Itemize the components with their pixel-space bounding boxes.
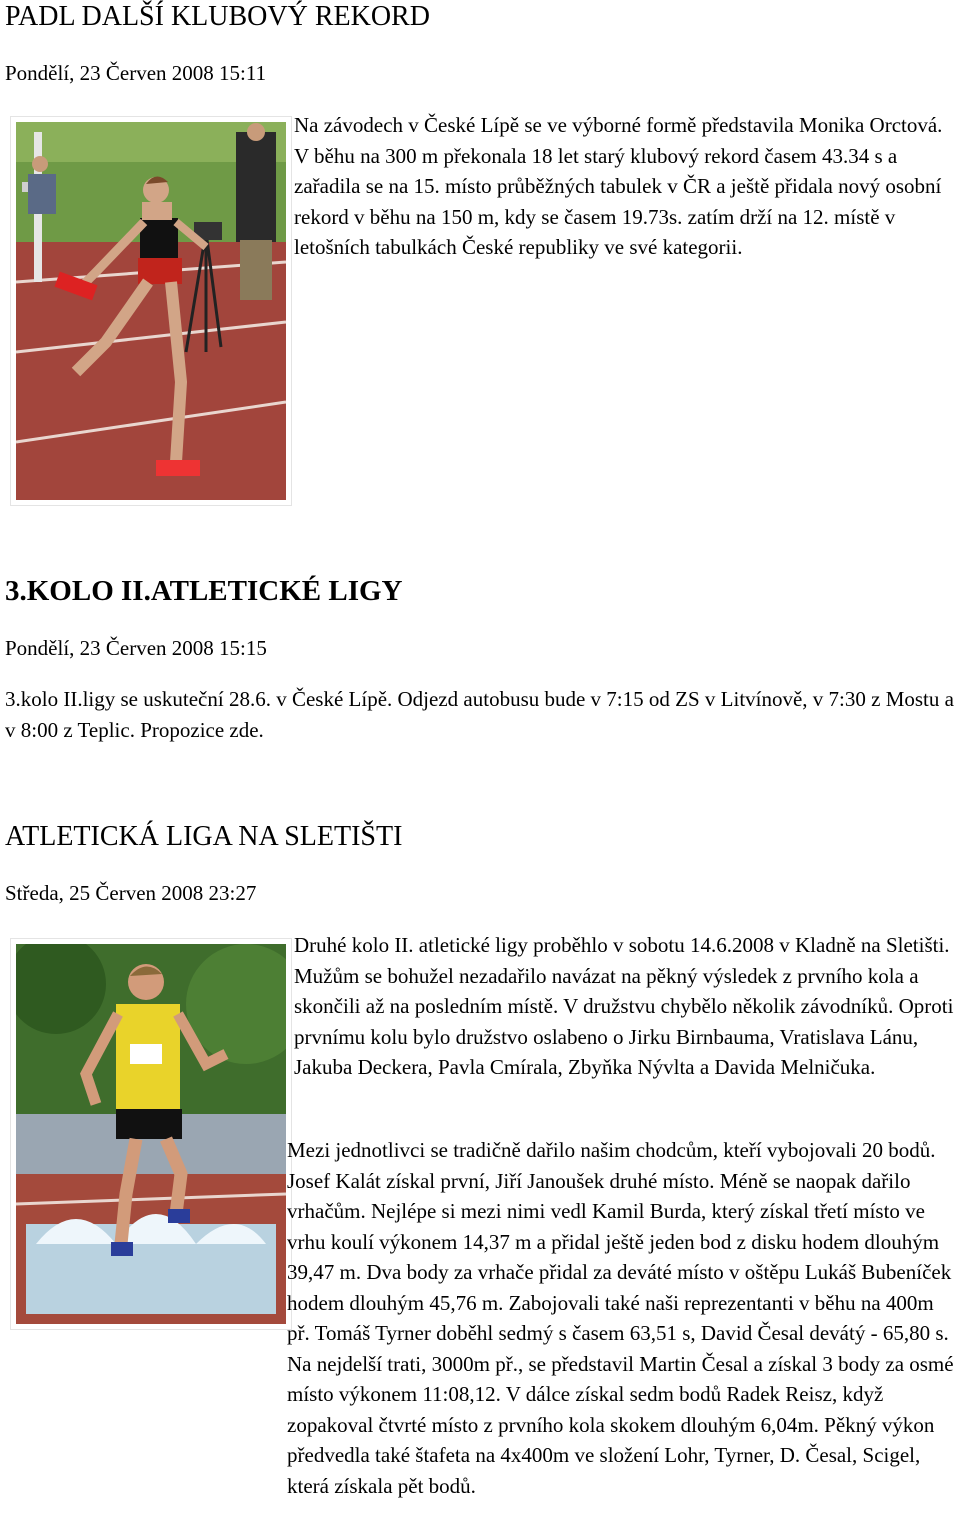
article-date: Pondělí, 23 Červen 2008 15:11 (5, 61, 267, 85)
article-body: Na závodech v České Lípě se ve výborné formě představila Monika Orctová. V běhu na 300 m překonala 18 let starý klubový rekord časem 43.34 s a zařadila se na 15. místo průběžných tabulek v ČR a ještě přidala nový osobní rekord v běhu na 150 m, kdy se časem 19.73s. zatím drží na 12. místě v letošních tabulkách České republiky ve své kategorii. (294, 113, 943, 259)
runner-photo (10, 116, 292, 506)
article-body: 3.kolo II.ligy se uskuteční 28.6. v České Lípě. Odjezd autobusu bude v 7:15 od ZS v Litvínově, v 7:30 z Mostu a v 8:00 z Teplic. Propozice zde. (5, 687, 954, 742)
article-date: Středa, 25 Červen 2008 23:27 (5, 881, 257, 905)
float-spacer (5, 1135, 275, 1515)
article-title[interactable]: PADL DALŠÍ KLUBOVÝ REKORD (5, 1, 430, 32)
article-paragraph-with-float (5, 1135, 960, 1515)
article-paragraph: Druhé kolo II. atletické ligy proběhlo v sobotu 14.6.2008 v Kladně na Sletišti. Mužům se bohužel nezadařilo navázat na pěkný výsledek z prvního kola a skončili až na posledním místě. V družstvu chybělo několik závodníků. Oproti prvnímu kolu bylo družstvo oslabeno o Jirku Birnbauma, Vratislava Lánu, Jakuba Deckera, Pavla Cmírala, Zbyňka Nývlta a Davida Melničuka. (294, 933, 954, 1079)
runner-photo-image (16, 122, 286, 500)
article-date: Pondělí, 23 Červen 2008 15:15 (5, 636, 267, 660)
article-paragraph-text: Mezi jednotlivci se tradičně dařilo našim chodcům, kteří vybojovali 20 bodů. Josef Kalát získal první, Jiří Janoušek druhé místo. Méně se naopak dařilo vrhačům. Nejlépe si mezi nimi vedl Kamil Burda, který získal třetí místo ve vrhu koulí výkonem 14,37 m a přidal ještě jeden bod z disku hodem dlouhým 39,47 m. Dva body za vrhače přidal za deváté místo v oštěpu Lukáš Bubeníček hodem dlouhým 45,76 m. Zabojovali také naši reprezentanti v běhu na 400m př. Tomáš Tyrner doběhl sedmý s časem 63,51 s, David Česal devátý - 65,80 s. Na nejdelší trati, 3000m př., se představil Martin Česal a získal 3 body za osmé místo výkonem 11:08,12. V dálce získal sedm bodů Radek Reisz, když zopakoval čtvrté místo z prvního kola skokem dlouhým 6,04m. Pěkný výkon předvedla také štafeta na 4x400m ve složení Lohr, Tyrner, D. Česal, Scigel, která získala pět bodů. (287, 1138, 954, 1498)
article-title[interactable]: ATLETICKÁ LIGA NA SLETIŠTI (5, 821, 403, 852)
article-title[interactable]: 3.KOLO II.ATLETICKÉ LIGY (5, 575, 403, 607)
